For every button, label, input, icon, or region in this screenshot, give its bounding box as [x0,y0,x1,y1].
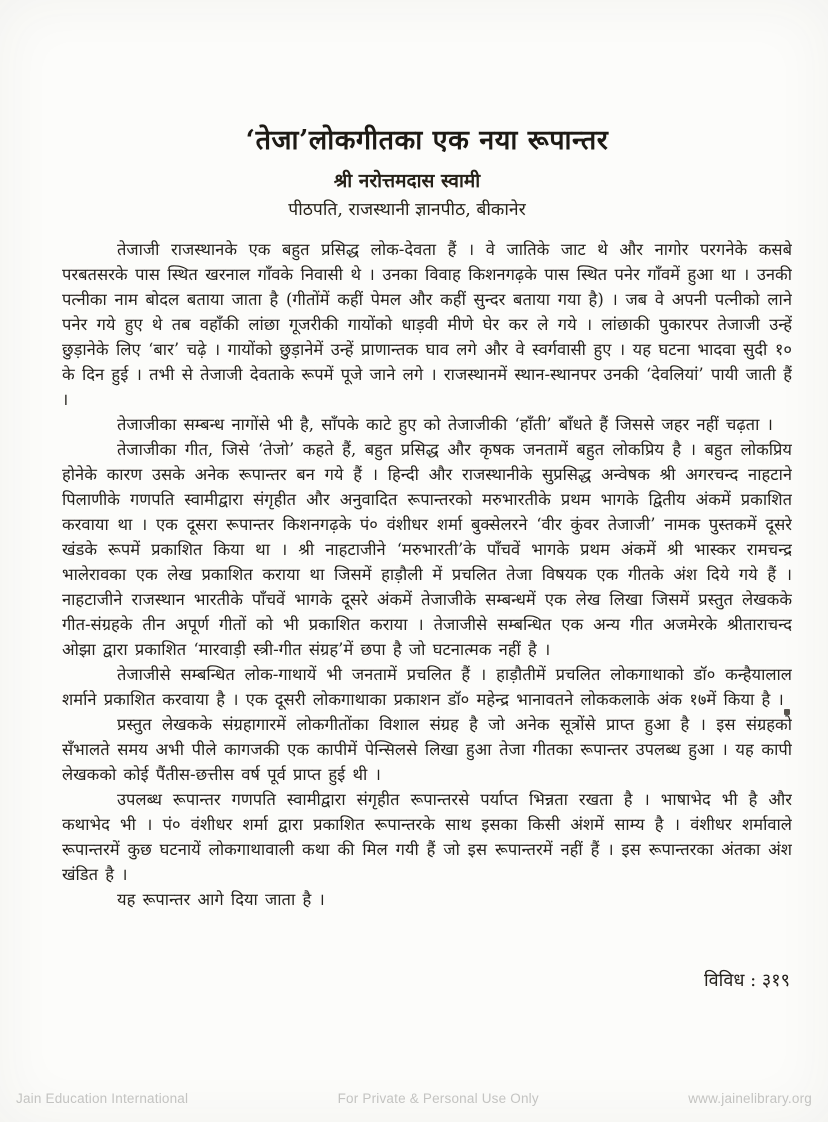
article-body [62,237,792,912]
text-block [62,0,792,912]
paragraph: यह रूपान्तर आगे दिया जाता है । [117,890,325,909]
page-title: ‘तेजा’लोकगीतका एक नया रूपान्तर [245,125,609,156]
footer-usage-text: For Private & Personal Use Only [337,1091,539,1106]
paragraph: तेजाजीका गीत, जिसे ‘तेजो’ कहते हैं, बहुत प्रसिद्ध और कृषक जनतामें बहुत लोकप्रिय है । बहुत लोकप्रिय होनेके कारण उसके अनेक रूपान्तर बन गये हैं । हिन्दी और राजस्थानीके सुप्रसिद्ध अन्वेषक श्री अगरचन्द नाहटाने पिलाणीके गणपति स्वामीद्वारा संगृहीत और अनुवादित रूपान्तरको मरुभारतीके प्रथम भागके द्वितीय अंकमें प्रकाशित करवाया था । एक दूसरा रूपान्तर किशनगढ़के पं० वंशीधर शर्मा बुक्सेलरने ‘वीर कुंवर तेजाजी’ नामक पुस्तकमें दूसरे खंडके रूपमें प्रकाशित किया था । श्री नाहटाजीने ‘मरुभारती’के पाँचवें भागके प्रथम अंकमें श्री भास्कर रामचन्द्र भालेरावका एक लेख प्रकाशित कराया था जिसमें हाड़ौली में प्रचलित तेजा विषयक एक गीतके अंश दिये गये हैं । नाहटाजीने राजस्थान भारतीके पाँचवें भागके दूसरे अंकमें तेजाजीके सम्बन्धमें एक लेख लिखा जिसमें प्रस्तुत लेखकके गीत-संग्रहके तीन अपूर्ण गीतों को भी प्रकाशित कराया । तेजाजीसे सम्बन्धित एक अन्य गीत अजमेरके श्रीताराचन्द ओझा द्वारा प्रकाशित ‘मारवाड़ी स्त्री-गीत संग्रह’में छपा है जो घटनात्मक नहीं है । [62,440,792,659]
footer-publisher-text: Jain Education International [16,1091,189,1106]
author-line: श्री नरोत्तमदास स्वामी [333,170,481,192]
scan-artifact-speck [784,709,790,715]
paragraph: तेजाजी राजस्थानके एक बहुत प्रसिद्ध लोक-देवता हैं । वे जातिके जाट थे और नागोर परगनेके कसबे परबतसरके पास स्थित खरनाल गाँवके निवासी थे । उनका विवाह किशनगढ़के पास स्थित पनेर गाँवमें हुआ था । उनकी पत्नीका नाम बोदल बताया जाता है (गीतोंमें कहीं पेमल और कहीं सुन्दर बताया गया है) । जब वे अपनी पत्नीको लाने पनेर गये हुए थे तब वहाँकी लांछा गूजरीकी गायोंको धाड़वी मीणे घेर कर ले गये । लांछाकी पुकारपर तेजाजी उन्हें छुड़ानेके लिए ‘बार’ चढ़े । गायोंको छुड़ानेमें उन्हें प्राणान्तक घाव लगे और वे स्वर्गवासी हुए । यह घटना भादवा सुदी १० के दिन हुई । तभी से तेजाजी देवताके रूपमें पूजे जाने लगे । राजस्थानमें स्थान-स्थानपर उनकी ‘देवलियां’ पायी जाती हैं । [62,240,792,409]
paragraph: तेजाजीका सम्बन्ध नागोंसे भी है, साँपके काटे हुए को तेजाजीकी ‘हाँती’ बाँधते हैं जिससे जहर नहीं चढ़ता । [117,415,773,434]
paragraph: तेजाजीसे सम्बन्धित लोक-गाथायें भी जनतामें प्रचलित हैं । हाड़ौतीमें प्रचलित लोकगाथाको डॉ० कन्हैयालाल शर्माने प्रकाशित करवाया है । एक दूसरी लोकगाथाका प्रकाशन डॉ० महेन्द्र भानावतने लोककलाके अंक १७में किया है । [62,665,792,709]
footer-website-text: www.jainelibrary.org [688,1091,812,1106]
section-page-number: विविध : ३१९ [704,970,790,991]
affiliation-line: पीठपति, राजस्थानी ज्ञानपीठ, बीकानेर [288,200,526,220]
paragraph: उपलब्ध रूपान्तर गणपति स्वामीद्वारा संगृहीत रूपान्तरसे पर्याप्त भिन्नता रखता है । भाषाभेद भी है और कथाभेद भी । पं० वंशीधर शर्मा द्वारा प्रकाशित रूपान्तरके साथ इसका किसी अंशमें साम्य है । वंशीधर शर्मावाले रूपान्तरमें कुछ घटनायें लोकगाथावाली कथा की मिल गयी हैं जो इस रूपान्तरमें नहीं हैं । इस रूपान्तरका अंतका अंश खंडित है । [62,790,792,884]
scan-watermark-footer [0,1091,828,1106]
paragraph: प्रस्तुत लेखकके संग्रहागारमें लोकगीतोंका विशाल संग्रह है जो अनेक सूत्रोंसे प्राप्त हुआ है । इस संग्रहको सँभालते समय अभी पीले कागजकी एक कापीमें पेन्सिलसे लिखा हुआ तेजा गीतका रूपान्तर उपलब्ध हुआ । यह कापी लेखकको कोई पैंतीस-छत्तीस वर्ष पूर्व प्राप्त हुई थी । [62,715,792,784]
